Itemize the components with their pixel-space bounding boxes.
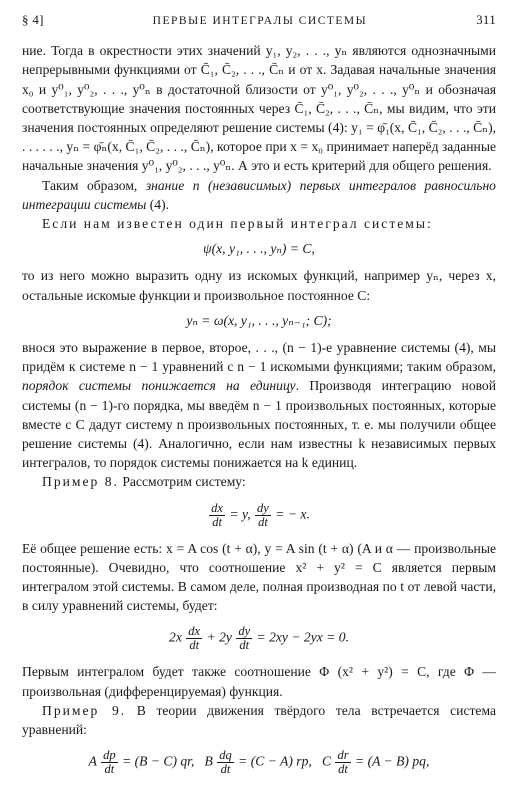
fraction [101, 749, 118, 776]
formula-omega: yₙ = ω(x, y₁, . . ., yₙ₋₁; C); [186, 312, 332, 328]
formula-text: = y, [229, 506, 251, 522]
formula-text: = (B − C) qr, [122, 753, 195, 769]
text-span: внося это выражение в первое, второе, . . ., (n − 1)-е уравнение системы (4), мы придём к системе n − 1 уравнений с n − 1 искомыми функциями; таким образом, [22, 340, 496, 375]
section-marker: § 4] [22, 12, 44, 27]
formula-text: = 2xy − 2yx = 0. [256, 630, 349, 646]
numerator: dy [257, 500, 269, 515]
paragraph-express: то из него можно выразить одну из искомых функций, например yₙ, через x, остальные искомые функции и произвольное постоянное C: [22, 268, 496, 303]
denominator: dt [212, 514, 222, 529]
fraction [335, 749, 350, 776]
example-text: Рассмотрим систему: [118, 474, 246, 490]
fraction [217, 749, 234, 776]
example-label: Пример 8. [42, 474, 119, 490]
denominator: dt [239, 638, 250, 653]
running-header [22, 10, 496, 31]
text-span: . Производя интеграцию новой системы (n − 1)-го порядка, мы введём n − 1 произвольных постоянных, которые вместе с C дадут систему n произвольных постоянных, т. е. мы получили общее решение системы (4). Аналогично, если нам известны k независимых первых интегралов, то порядок системы понижается на k единиц. [22, 378, 497, 471]
running-title: ПЕРВЫЕ ИНТЕГРАЛЫ СИСТЕМЫ [152, 15, 368, 27]
denominator: dt [189, 638, 200, 653]
denominator: dt [104, 762, 115, 777]
paragraph-phi: Первым интегралом будет также соотношение Φ (x² + y²) = C, где Φ — произвольная (дифференцируемая) функция. [22, 664, 496, 699]
text-span: (4). [146, 196, 169, 212]
fraction [209, 502, 225, 529]
formula-text: + 2y [206, 630, 232, 646]
formula-text: = (A − B) pq, [355, 753, 430, 769]
paragraph-general-solution: Её общее решение есть: x = A cos (t + α), y = A sin (t + α) (A и α — произвольные постоянные). Очевидно, что соотношение x² + y² = C является первым интегралом этой системы. В самом деле, полная производная по t от левой части, в силу уравнений системы, будет: [22, 540, 496, 614]
numerator: dp [103, 748, 116, 763]
formula-system-8 [22, 502, 496, 529]
formula-text: C [321, 753, 332, 769]
formula-text: = − x. [275, 506, 310, 522]
formula-text: B [204, 753, 213, 769]
example-text: В теории движения твёрдого тела встречается система уравнений: [22, 702, 496, 738]
page-number: 311 [476, 12, 496, 27]
numerator: dx [211, 500, 223, 515]
formula-text: = (C − A) rp, [238, 753, 312, 769]
numerator: dr [337, 748, 349, 763]
numerator: dq [219, 748, 232, 763]
example-label: Пример 9. [42, 702, 127, 718]
fraction [186, 625, 202, 652]
formula-text: 2x [169, 630, 182, 646]
italic-statement: порядок системы понижается на единицу [22, 378, 296, 394]
text-span: Таким образом, [42, 177, 146, 193]
paragraph-reduction [22, 338, 496, 472]
denominator: dt [338, 762, 348, 777]
denominator: dt [220, 762, 231, 777]
formula-text: A [88, 753, 97, 769]
formula-psi: ψ(x, y₁, . . ., yₙ) = C, [203, 241, 315, 257]
numerator: dy [238, 624, 251, 639]
paragraph-continuation: ние. Тогда в окрестности этих значений y₁, y₂, . . ., yₙ являются однозначными непрерывными функциями от C̄₁, C̄₂, . . ., C̄ₙ и от x. Задавая начальные значения x₀ и y⁰₁, y⁰₂, . . ., y⁰ₙ в достаточной близости от y⁰₁, y⁰₂, . . ., y⁰ₙ и обозначая соответствующие значения постоянных через C̄₁, C̄₂, . . ., C̄ₙ, мы видим, что эти значения постоянных определяют решение системы (4): y₁ = φ̄₁(x, C̄₁, C̄₂, . . ., C̄ₙ), . . . . . ., yₙ = φ̄ₙ(x, C̄₁, C̄₂, . . ., C̄ₙ), которое при x = x₀ принимает наперёд заданные начальные значения y⁰₁, y⁰₂, . . ., y⁰ₙ. А это и есть критерий для общего решения. [22, 43, 496, 174]
denominator: dt [258, 514, 268, 529]
italic-statement: знание n (независимых) первых интегралов равносильно интеграции системы [22, 177, 496, 212]
paragraph-first-integral: Если нам известен один первый интеграл системы: [42, 216, 433, 232]
example-8 [22, 472, 496, 491]
formula-derivative [22, 625, 496, 652]
fraction [255, 502, 271, 529]
fraction [236, 625, 252, 652]
numerator: dx [188, 624, 201, 639]
example-9 [22, 701, 496, 739]
paragraph-conclusion [22, 176, 496, 214]
formula-euler [22, 749, 496, 776]
